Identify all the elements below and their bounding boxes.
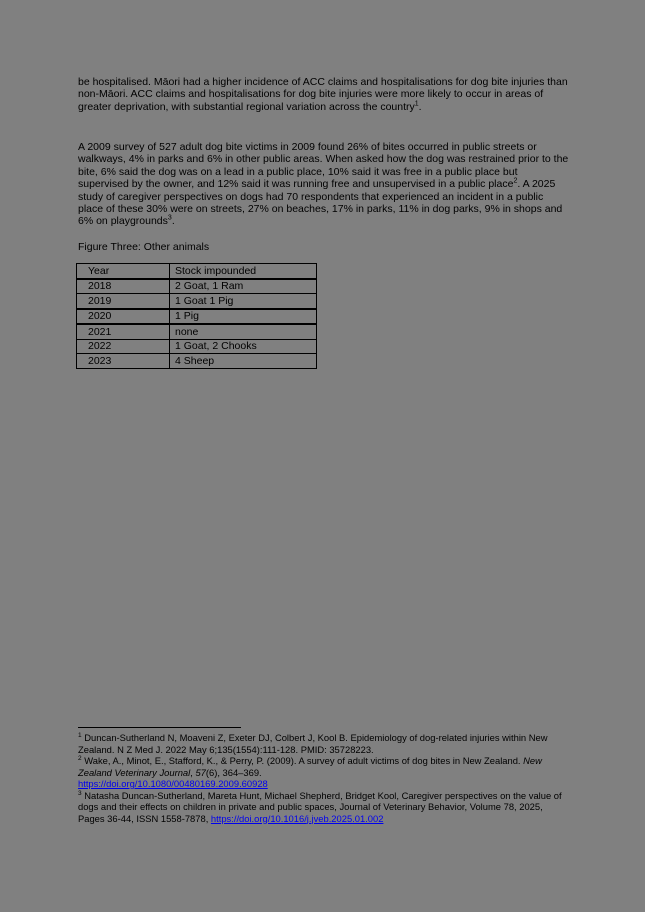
footnote [78, 732, 570, 755]
text-run: Wake, A., Minot, E., Stafford, K., & Perry, P. (2009). A survey of adult victims of dog bites in New Zealand. [84, 755, 524, 766]
table-row [77, 279, 317, 294]
text-run: . A 2025 study of caregiver perspectives on dogs had 70 respondents that experienced an incident in a public place of these 30% were on streets, 27% on beaches, 17% in parks, 11% in dog parks, 9% in shops and 6% on playgrounds [78, 178, 563, 228]
text-run: . [171, 215, 175, 228]
table-cell: 2019 [77, 294, 170, 309]
table-row [77, 354, 317, 369]
table-cell: 2020 [77, 309, 170, 325]
table-cell: 1 Pig [170, 309, 317, 325]
italic-text: New Zealand Veterinary Journal [78, 755, 542, 778]
text-run: be hospitalised. Māori had a higher incidence of ACC claims and hospitalisations for dog bite injuries than non-Māori. ACC claims and hospitalisations for dog bite injuries were more likely to occur in areas of greater deprivation, with substantial regional variation across the country [78, 76, 568, 113]
table-cell: 2021 [77, 324, 170, 339]
figure-caption: Figure Three: Other animals [78, 241, 210, 253]
footnote-reference: 3 [167, 214, 172, 222]
text-run: , [190, 766, 196, 778]
table-row [77, 309, 317, 325]
column-header: Stock impounded [170, 264, 317, 279]
table-cell: 2018 [77, 279, 170, 294]
footnote [78, 755, 570, 790]
table-cell: 2 Goat, 1 Ram [170, 279, 317, 294]
text-run: (6), 364–369. [205, 766, 262, 778]
text-run: A 2009 survey of 527 adult dog bite victims in 2009 found 26% of bites occurred in public streets or walkways, 4% in parks and 6% in other public areas. When asked how the dog was restrained prior to the bite, 6% said the dog was on a lead in a public place, 10% said it was free in a public place but supervised by the owner, and 12% said it was running free and unsupervised in a public place [78, 141, 569, 191]
table-cell: 1 Goat, 2 Chooks [170, 339, 317, 354]
footnote-reference: 2 [513, 177, 518, 185]
footnotes-section [78, 732, 570, 824]
text-run: Duncan-Sutherland N, Moaveni Z, Exeter DJ, Colbert J, Kool B. Epidemiology of dog-related injuries within New Zealand. N Z Med J. 2022 May 6;135(1554):111-128. PMID: 35728223. [78, 732, 548, 755]
body-paragraph-1 [78, 76, 571, 113]
doi-link[interactable]: https://doi.org/10.1016/j.jveb.2025.01.002 [210, 812, 384, 824]
body-paragraph-2 [78, 141, 571, 228]
italic-text: 57 [195, 766, 206, 778]
column-header: Year [77, 264, 170, 279]
footnote-marker: 2 [78, 754, 82, 762]
table-cell: 4 Sheep [170, 354, 317, 369]
table-row [77, 324, 317, 339]
table-header-row [77, 264, 317, 279]
table-row [77, 294, 317, 309]
footnote-separator [78, 727, 241, 728]
text-run: Natasha Duncan-Sutherland, Mareta Hunt, Michael Shepherd, Bridget Kool, Caregiver perspectives on the value of dogs and their effects on children in private and public spaces, Journal of Veterinary Behavior, Volume 78, 2025, Pages 36-44, ISSN 1558-7878, [78, 789, 562, 824]
footnote-marker: 3 [78, 789, 82, 797]
table-cell: 2022 [77, 339, 170, 354]
doi-link[interactable]: https://doi.org/10.1080/00480169.2009.60928 [78, 778, 268, 789]
text-run: . [418, 100, 422, 113]
table-cell: 2023 [77, 354, 170, 369]
table-cell: none [170, 324, 317, 339]
footnote [78, 790, 570, 825]
footnote-reference: 1 [414, 100, 419, 108]
stock-impounded-table [76, 263, 317, 369]
footnote-marker: 1 [78, 731, 82, 739]
table-row [77, 339, 317, 354]
table-cell: 1 Goat 1 Pig [170, 294, 317, 309]
